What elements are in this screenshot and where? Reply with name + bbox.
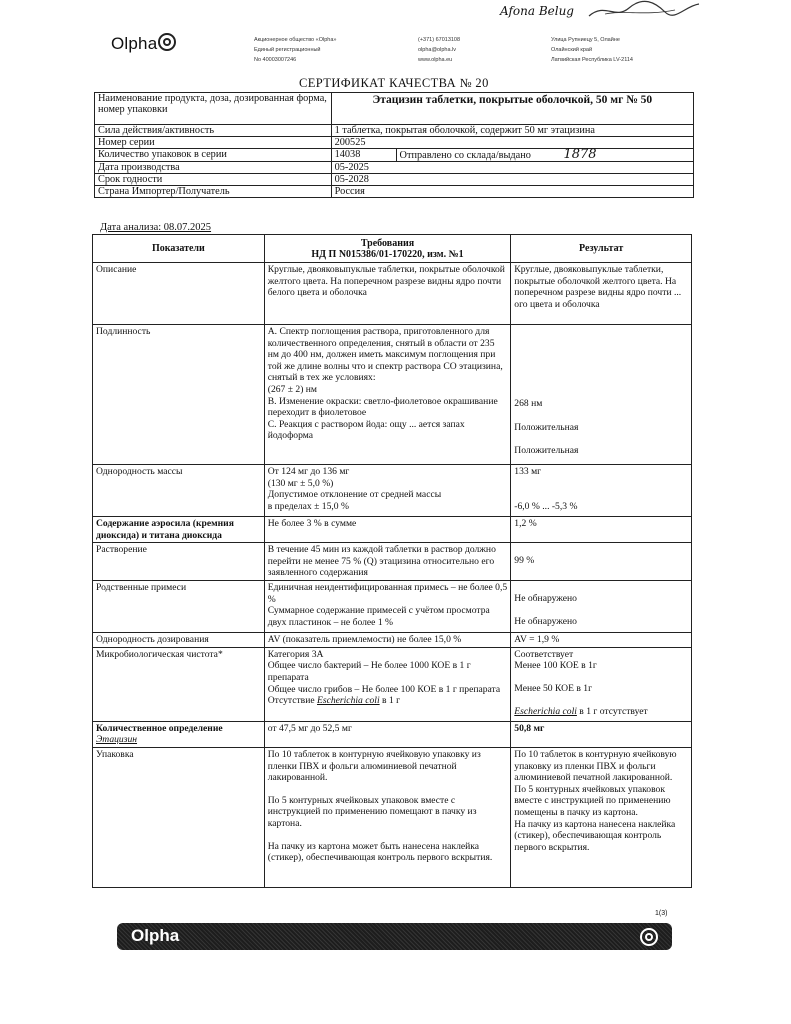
row-requirement xyxy=(264,581,511,633)
page-number: 1(3) xyxy=(655,910,668,917)
mfg-value: 05-2025 xyxy=(331,162,693,174)
header-requirements xyxy=(264,235,511,263)
series-label: Номер серии xyxy=(95,137,332,149)
handwritten-signature xyxy=(585,0,705,22)
row-result xyxy=(511,465,692,517)
row-requirement xyxy=(264,465,511,517)
address-line-2: Олайнский край xyxy=(551,47,593,53)
product-info-table xyxy=(94,92,694,198)
row-requirement xyxy=(264,747,511,887)
impurity-single-limit: Единичная неидентифицированная примесь – не более 0,5 % xyxy=(267,582,508,605)
country-value: Россия xyxy=(331,186,693,198)
row-param: Однородность дозирования xyxy=(93,633,265,648)
packaging-req-2: По 5 контурных ячейковых упаковок вместе с инструкцией по применению помещают в пачку из картона. xyxy=(267,794,477,829)
company-website: www.olpha.eu xyxy=(418,57,453,63)
identity-test-c: С. Реакция с раствором йода: ощу ... ается запах йодоформа xyxy=(267,418,465,442)
footer-logo-text: Olpha xyxy=(131,926,180,945)
table-row xyxy=(93,325,692,465)
table-row xyxy=(93,543,692,581)
micro-bacteria-limit: Общее число бактерий – Не более 1000 КОЕ в 1 г препарата xyxy=(267,660,471,683)
row-requirement: Круглые, двояковыпуклые таблетки, покрытые оболочкой желтого цвета. На поперечном разрезе видны ядро почти белого цвета и оболочка xyxy=(264,263,511,325)
packaging-req-3: На пачку из картона может быть нанесена наклейка (стикер), обеспечивающая контроль первого вскрытия. xyxy=(267,840,493,864)
row-param: Подлинность xyxy=(93,325,265,465)
micro-ecoli-limit xyxy=(268,695,508,707)
row-requirement xyxy=(264,647,511,721)
packaging-req-1: По 10 таблеток в контурную ячейковую упаковку из пленки ПВХ и фольги алюминиевой печатной лакированной. xyxy=(267,748,481,784)
strength-value: 1 таблетка, покрытая оболочкой, содержит 50 мг этацизина xyxy=(331,125,693,137)
row-requirement xyxy=(264,325,511,465)
table-row xyxy=(93,647,692,721)
header-parameter: Показатели xyxy=(93,235,265,263)
row-result: Круглые, двояковыпуклые таблетки, покрытые оболочкой желтого цвета. На поперечном разрезе видны ядро почти ... ого цвета и оболочка xyxy=(511,263,692,325)
row-result: 50,8 мг xyxy=(511,721,692,747)
impurity-total-limit: Суммарное содержание примесей с учётом просмотра двух пластинок – не более 1 % xyxy=(267,605,490,628)
company-registry: Единый регистрационный xyxy=(254,47,321,53)
company-phone: (+371) 67013108 xyxy=(418,37,461,43)
shipped-label: Отправлено со склада/выдано xyxy=(399,150,531,161)
exp-value: 05-2028 xyxy=(331,174,693,186)
product-value: Этацизин таблетки, покрытые оболочкой, 50 мг № 50 xyxy=(331,93,693,125)
micro-ecoli-result xyxy=(514,706,688,718)
assay-label: Количественное определение xyxy=(96,722,223,734)
ecoli-limit-suffix: в 1 г xyxy=(379,695,401,707)
micro-conformity: Соответствует xyxy=(514,648,574,660)
product-label: Наименование продукта, доза, дозированная форма, номер упаковки xyxy=(95,93,332,125)
company-name: Акционерное общество «Olpha» xyxy=(254,37,337,43)
packaging-res-3: На пачку из картона нанесена наклейка (стикер), обеспечивающая контроль первого вскрытия. xyxy=(514,818,676,853)
row-requirement: Не более 3 % в сумме xyxy=(264,517,511,543)
mass-deviation-result: -6,0 % ... -5,3 % xyxy=(514,500,578,512)
identity-result-b: Положительная xyxy=(514,421,579,433)
row-param: Содержание аэросила (кремния диоксида) и титана диоксида xyxy=(93,517,265,543)
row-result: AV = 1,9 % xyxy=(511,633,692,648)
table-row xyxy=(93,465,692,517)
identity-test-a-value: (267 ± 2) нм xyxy=(267,383,317,395)
ecoli-limit-organism: Escherichia coli xyxy=(317,695,380,707)
footer-bar xyxy=(117,923,672,950)
ecoli-result-organism: Escherichia coli xyxy=(514,705,577,717)
footer-logo-icon xyxy=(640,928,658,946)
row-param: Растворение xyxy=(93,543,265,581)
dissolution-result: 99 % xyxy=(514,555,535,567)
mass-result: 133 мг xyxy=(514,466,542,477)
row-requirement: AV (показатель приемлемости) не более 15,0 % xyxy=(264,633,511,648)
address-line-1: Улица Рупниецу 5, Олайне xyxy=(551,37,620,43)
ecoli-result-suffix: в 1 г отсутствует xyxy=(576,705,648,717)
header-requirements-doc: НД П N015386/01-170220, изм. №1 xyxy=(311,248,464,260)
row-requirement: от 47,5 мг до 52,5 мг xyxy=(264,721,511,747)
series-value: 200525 xyxy=(331,137,693,149)
table-header-row xyxy=(93,235,692,263)
quality-results-table xyxy=(92,234,692,888)
company-logo xyxy=(111,33,176,54)
exp-label: Срок годности xyxy=(95,174,332,186)
mfg-label: Дата производства xyxy=(95,162,332,174)
address-line-3: Латвийская Республика LV-2114 xyxy=(551,57,633,63)
mass-deviation-limit: в пределах ± 15,0 % xyxy=(267,500,349,512)
ecoli-limit-prefix: Отсутствие xyxy=(267,695,317,707)
row-result xyxy=(511,543,692,581)
signature-name: Afona Belug xyxy=(500,4,574,18)
row-result: 1,2 % xyxy=(511,517,692,543)
row-param: Однородность массы xyxy=(93,465,265,517)
mass-nominal: (130 мг ± 5,0 %) xyxy=(267,477,334,489)
strength-label: Сила действия/активность xyxy=(95,125,332,137)
row-result xyxy=(511,747,692,887)
micro-category: Категория 3А xyxy=(267,648,324,660)
table-row xyxy=(93,581,692,633)
identity-result-c: Положительная xyxy=(514,445,579,457)
impurity-total-result: Не обнаружено xyxy=(514,615,577,627)
qty-label: Количество упаковок в серии xyxy=(95,149,332,162)
row-param xyxy=(93,721,265,747)
micro-bacteria-result: Менее 100 КОЕ в 1г xyxy=(514,660,597,672)
company-reg-number: No 40003007246 xyxy=(254,57,297,63)
identity-result-a: 268 нм xyxy=(514,398,543,409)
header-requirements-title: Требования xyxy=(360,237,415,249)
table-row xyxy=(93,747,692,887)
table-row xyxy=(93,721,692,747)
micro-fungi-result: Менее 50 КОЕ в 1г xyxy=(514,682,593,694)
packaging-res-2: По 5 контурных ячейковых упаковок вместе с инструкцией по применению помещены в пачку из картона. xyxy=(514,783,671,818)
qty-value: 14038 xyxy=(331,149,396,162)
olpha-logo-icon xyxy=(158,33,176,51)
table-row xyxy=(93,517,692,543)
row-param: Родственные примеси xyxy=(93,581,265,633)
header-result: Результат xyxy=(511,235,692,263)
table-row xyxy=(93,263,692,325)
packaging-res-1: По 10 таблеток в контурную ячейковую упаковку из пленки ПВХ и фольги алюминиевой печатной лакированной. xyxy=(514,748,677,784)
row-result xyxy=(511,647,692,721)
header-address xyxy=(551,35,633,65)
shipped-cell xyxy=(396,149,693,162)
row-param: Микробиологическая чистота* xyxy=(93,647,265,721)
header-company-info xyxy=(254,35,336,65)
identity-test-b: В. Изменение окраски: светло-фиолетовое окрашивание переходит в фиолетовое xyxy=(267,395,498,419)
country-label: Страна Импортер/Получатель xyxy=(95,186,332,198)
shipped-value: 1878 xyxy=(563,147,597,162)
certificate-title: СЕРТИФИКАТ КАЧЕСТВА № 20 xyxy=(299,76,489,90)
micro-fungi-limit: Общее число грибов – Не более 100 КОЕ в 1 г препарата xyxy=(267,683,501,695)
row-requirement: В течение 45 мин из каждой таблетки в раствор должно перейти не менее 75 % (Q) этацизина относительно его заявленного содержания xyxy=(264,543,511,581)
row-param: Упаковка xyxy=(93,747,265,887)
row-result xyxy=(511,325,692,465)
company-logo-text: Olpha xyxy=(111,34,158,53)
company-email: olpha@olpha.lv xyxy=(418,47,456,53)
table-row xyxy=(93,633,692,648)
header-contacts xyxy=(418,35,460,65)
mass-range: От 124 мг до 136 мг xyxy=(267,466,350,477)
identity-test-a: А. Спектр поглощения раствора, приготовленного для количественного определения, снятый в области от 235 нм до 400 нм, должен иметь максимум поглощения при той же длине волны что и спектр раствора СО этацизина, снятый в тех же условиях: xyxy=(267,326,503,384)
mass-deviation-label: Допустимое отклонение от средней массы xyxy=(267,489,442,501)
impurity-single-result: Не обнаружено xyxy=(514,593,577,605)
row-param: Описание xyxy=(93,263,265,325)
assay-substance: Этацизин xyxy=(96,734,138,746)
analysis-date: Дата анализа: 08.07.2025 xyxy=(100,222,212,233)
row-result xyxy=(511,581,692,633)
